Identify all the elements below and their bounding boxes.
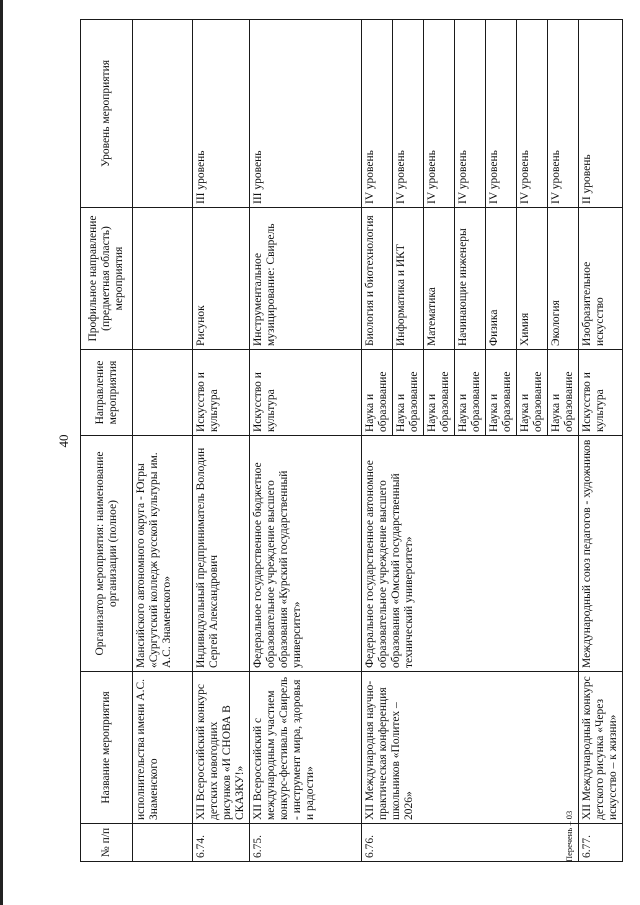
cell-direction: Наука и образование [424,350,455,436]
header-direction: Направление мероприятия [81,350,133,436]
cell-name: XII Всероссийский с международным участием конкурс-фестиваль «Свирель - инструмент мира, здоровья и радости» [250,672,362,824]
cell-direction: Наука и образование [548,350,579,436]
cell-name: XII Всероссийский конкурс детских новогодних рисунков «И СНОВА В СКАЗКУ!» [193,672,250,824]
cell-profile: Экология [548,208,579,350]
page-number: 40 [56,434,71,448]
table-row [579,20,623,862]
cell-num: 6.75. [250,824,362,862]
cell-direction [133,350,193,436]
events-table [80,19,623,862]
cell-num: 6.74. [193,824,250,862]
cell-name: исполнительства имени А.С. Знаменского [133,672,193,824]
header-num: № п/п [81,824,133,862]
cell-level [133,20,193,208]
table-row [362,20,393,862]
cell-direction: Наука и образование [362,350,393,436]
cell-direction: Наука и образование [455,350,486,436]
cell-profile: Начинающие инженеры [455,208,486,350]
scan-edge [0,0,3,905]
cell-profile: Изобразительное искусство [579,208,623,350]
cell-profile: Биология и биотехнология [362,208,393,350]
cell-direction: Наука и образование [486,350,517,436]
header-profile: Профильное направление (предметная область) мероприятия [81,208,133,350]
header-level: Уровень мероприятия [81,20,133,208]
cell-profile: Математика [424,208,455,350]
table-row [133,20,193,862]
table-row [193,20,250,862]
cell-num: 6.77. [579,824,623,862]
cell-organizer: Федеральное государственное бюджетное образовательное учреждение высшего образования «Курский государственный университет» [250,436,362,672]
cell-profile: Химия [517,208,548,350]
cell-direction: Искусство и культура [193,350,250,436]
cell-profile: Рисунок [193,208,250,350]
cell-level: IV уровень [393,20,424,208]
table-row [250,20,362,862]
cell-level: IV уровень [548,20,579,208]
cell-profile: Инструментальное музицирование: Свирель [250,208,362,350]
cell-level: IV уровень [517,20,548,208]
cell-name: XII Международная научно-практическая конференция школьников «Политех – 2026» [362,672,579,824]
cell-direction: Наука и образование [517,350,548,436]
cell-organizer: Мансийского автономного округа - Югры «Сургутский колледж русской культуры им. А.С. Знаменского» [133,436,193,672]
cell-level: IV уровень [362,20,393,208]
cell-level: III уровень [250,20,362,208]
header-name: Название мероприятия [81,672,133,824]
cell-num: 6.76. [362,824,579,862]
cell-direction: Наука и образование [393,350,424,436]
cell-direction: Искусство и культура [579,350,623,436]
cell-level: III уровень [193,20,250,208]
cell-organizer: Международный союз педагогов - художников [579,436,623,672]
cell-num [133,824,193,862]
cell-direction: Искусство и культура [250,350,362,436]
cell-profile [133,208,193,350]
cell-organizer: Индивидуальный предприниматель Володин Сергей Александрович [193,436,250,672]
cell-profile: Информатика и ИКТ [393,208,424,350]
footer-text: Перечень – 03 [564,810,574,862]
page [52,20,619,862]
header-row [81,20,133,862]
cell-level: IV уровень [424,20,455,208]
cell-profile: Физика [486,208,517,350]
cell-level: IV уровень [455,20,486,208]
header-organizer: Организатор мероприятия: наименование организации (полное) [81,436,133,672]
cell-name: XII Международный конкурс детского рисунка «Через искусство – к жизни» [579,672,623,824]
cell-level: II уровень [579,20,623,208]
cell-level: IV уровень [486,20,517,208]
cell-organizer: Федеральное государственное автономное образовательное учреждение высшего образования «Омский государственный технический университет» [362,436,579,672]
